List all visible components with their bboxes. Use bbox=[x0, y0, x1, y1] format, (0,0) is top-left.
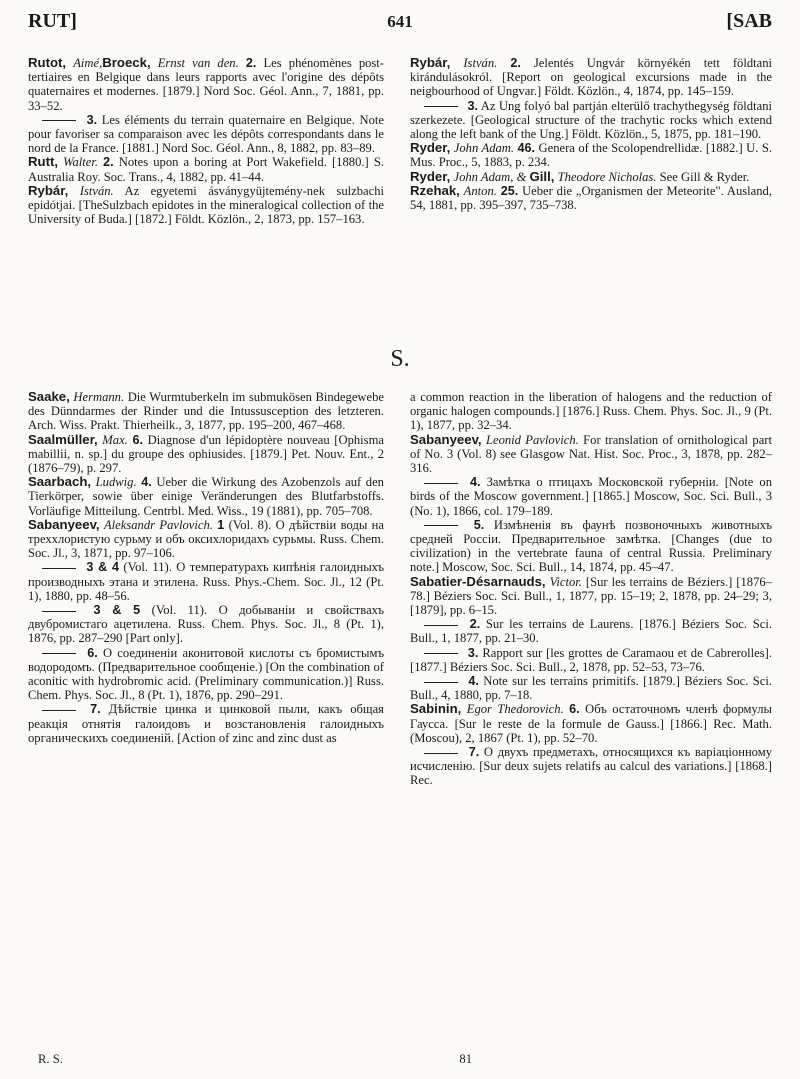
entry-number: 3. bbox=[467, 645, 479, 660]
entry-text: Les phénomènes post-tertiaires en Belgique dans leurs rapports avec l'origine des dépôts quaternaires et modernes. [1879.] Nord Soc. Géol. Ann., 7, 1881, pp. 33–52. bbox=[28, 56, 385, 113]
repeat-author-rule bbox=[424, 682, 458, 683]
entry-text: Ueber die Wirkung des Azobenzols auf den Tierkörper, sowie über einige Veränderungen des Blutfarbstoffs. Vorläufige Mitteilung. Centrbl. Med. Wiss., 19 (1881), pp. 705–708. bbox=[28, 475, 384, 518]
bibliography-entry bbox=[410, 617, 772, 645]
author-given-name: Aimé, bbox=[73, 56, 103, 70]
bibliography-entry bbox=[410, 390, 772, 433]
footer-right: 81 bbox=[459, 1052, 472, 1066]
author-given-name: István. bbox=[463, 56, 498, 70]
entry-text: Die Wurmtuberkeln im submukösen Bindegewebe des Dünndarmes der Rinder und die Intussusception des letzteren. Arch. Wiss. Prakt. Thierheilk., 3, 1877, pp. 195–200, 467–468. bbox=[28, 390, 384, 433]
entry-text: (Vol. 11). О температурахъ кипѣнія галоидныхъ производныхъ этана и этилена. Russ. Phys.-Chem. Soc. Jl., 12 (Pt. 1), 1880, pp. 48–56. bbox=[28, 560, 384, 603]
bibliography-entry bbox=[410, 702, 772, 745]
bibliography-entry bbox=[28, 56, 384, 113]
repeat-author-rule bbox=[42, 611, 76, 612]
entry-text: Les éléments du terrain quaternaire en Belgique. Note pour favoriser sa comparaison avec les dépôts correspondants dans le nord de la France. [1881.] Nord Soc. Géol. Ann., 8, 1882, pp. 83–89. bbox=[28, 112, 384, 156]
entry-text: (Vol. 8). О дѣйствіи воды на трехxлористую сурьму и объ оксихлоридахъ сурьмы. Russ. Chem. Soc. Jl., 3, 1871, pp. 97–106. bbox=[28, 517, 384, 561]
section-letter: S. bbox=[390, 346, 410, 372]
bibliography-entry bbox=[410, 674, 772, 702]
entry-text: Объ остаточномъ членѣ формулы Гаусса. [Sur le reste de la formule de Gauss.] [1866.] Rec. Math. (Moscou), 2, 1867 (Pt. 1), pp. 52–70. bbox=[410, 702, 773, 745]
entry-number: 6. bbox=[132, 432, 143, 447]
column-bottom-right bbox=[410, 390, 772, 788]
author-surname: Rutt, bbox=[28, 154, 59, 170]
entry-number: 4. bbox=[470, 475, 481, 490]
entry-number: 5. bbox=[473, 517, 485, 532]
repeat-author-rule bbox=[42, 568, 76, 569]
column-top-left bbox=[28, 56, 384, 226]
entry-text: Az Ung folyó bal partján elterülő trachythegység földtani szerkezete. [Geological structure of the trachytic rocks which extend along the left bank of the Ung.] Földt. Közlön., 5, 1875, pp. 181–190. bbox=[410, 98, 772, 142]
author-surname: Ryder, bbox=[410, 168, 451, 184]
entry-text: See Gill & Ryder. bbox=[659, 169, 750, 184]
entry-text: Дѣйствіе цинка и цинковой пыли, какъ общая реакція отнятія галоидовъ и возстановленія галоидныхъ органическихъ соединеній. [Action of zinc and zinc dust as bbox=[28, 702, 384, 745]
entry-text: Notes upon a boring at Port Wakefield. [1880.] S. Australia Roy. Soc. Trans., 4, 1882, pp. 41–44. bbox=[28, 155, 384, 184]
bibliography-entry bbox=[410, 518, 772, 575]
author-surname: Saarbach, bbox=[28, 474, 92, 490]
author-given-name: Anton. bbox=[463, 183, 497, 198]
entry-text: Замѣтка о птицахъ Московской губерніи. [Note on birds of the Moscow government.] [1865.] Moscow, Soc. Sci. Bull., 3 (No. 1), 1866, col. 179–189. bbox=[410, 475, 773, 518]
column-bottom-left bbox=[28, 390, 384, 745]
entry-text: Rapport sur [les grottes de Caramaou et de Cabrerolles]. [1877.] Béziers Soc. Sci. Bull., 2, 1878, pp. 52–53, 73–76. bbox=[410, 645, 772, 674]
author-given-name: Egor Thedorovich. bbox=[466, 702, 564, 717]
entry-number: 3. bbox=[467, 98, 478, 113]
author-surname: Rutot, bbox=[28, 55, 67, 70]
bibliography-entry bbox=[410, 56, 772, 99]
repeat-author-rule bbox=[42, 710, 76, 711]
entry-number: 2. bbox=[510, 56, 521, 70]
author-given-name: Victor. bbox=[549, 574, 582, 589]
bibliography-entry bbox=[410, 184, 772, 212]
author-given-name: Leonid Pavlovich. bbox=[485, 432, 579, 447]
column-top-right bbox=[410, 56, 772, 212]
bibliography-entry bbox=[28, 390, 384, 433]
entry-number: 25. bbox=[500, 183, 519, 198]
footer-left: R. S. bbox=[38, 1052, 63, 1066]
repeat-author-rule bbox=[42, 653, 76, 654]
header-left: RUT] bbox=[28, 10, 77, 32]
page-header bbox=[28, 10, 772, 40]
entry-text: Ueber die „Organismen der Meteorite". Ausland, 54, 1881, pp. 395–397, 735–738. bbox=[410, 183, 772, 213]
bibliography-entry bbox=[28, 475, 384, 518]
bibliography-entry bbox=[410, 475, 772, 518]
bibliography-entry bbox=[410, 433, 772, 476]
entry-number: 7. bbox=[90, 702, 101, 717]
entry-text: Note sur les terrains primitifs. [1879.] Béziers Soc. Sci. Bull., 4, 1880, pp. 7–18. bbox=[410, 674, 772, 703]
entry-number: 4. bbox=[141, 475, 152, 490]
author-surname: Rzehak, bbox=[410, 182, 460, 198]
coauthor-given-name: Ernst van den. bbox=[157, 56, 239, 70]
author-given-name: Max. bbox=[102, 432, 128, 447]
entry-text: Diagnose d'un lépidoptère nouveau [Ophisma mabillii, n. sp.] du groupe des ophiusides. [1879.] Pet. Nouv. Ent., 2 (1876–79), p. 297. bbox=[28, 432, 384, 476]
bibliography-entry bbox=[28, 155, 384, 183]
author-surname: Saalmüller, bbox=[28, 431, 98, 447]
author-surname: Sabanyeev, bbox=[410, 431, 482, 447]
entry-number: 46. bbox=[517, 141, 536, 156]
bibliography-entry bbox=[28, 184, 384, 227]
repeat-author-rule bbox=[424, 106, 458, 107]
repeat-author-rule bbox=[424, 753, 458, 754]
bibliography-entry bbox=[410, 170, 772, 184]
author-surname: Rybár, bbox=[28, 182, 69, 198]
repeat-author-rule bbox=[42, 120, 76, 121]
entry-number: 1 bbox=[217, 517, 225, 532]
author-given-name: John Adam. bbox=[453, 141, 515, 156]
coauthor-given-name: Theodore Nicholas. bbox=[557, 169, 657, 184]
page-number: 641 bbox=[387, 12, 413, 31]
repeat-author-rule bbox=[424, 653, 458, 654]
bibliography-entry bbox=[28, 603, 384, 646]
bibliography-entry bbox=[410, 745, 772, 788]
entry-text: Jelentés Ungvár környékén tett földtani kirándulásokról. [Report on geological excursions made in the neigbourhood of Ungvar.] Földt. Közlön., 4, 1874, pp. 145–159. bbox=[410, 56, 773, 99]
author-given-name: Walter. bbox=[63, 155, 99, 170]
entry-number: 3 & 4 bbox=[86, 560, 120, 575]
author-given-name: Aleksandr Pavlovich. bbox=[103, 517, 213, 532]
entry-text: Sur les terrains de Laurens. [1876.] Béziers Soc. Sci. Bull., 1, 1877, pp. 21–30. bbox=[410, 617, 772, 646]
author-given-name: Ludwig. bbox=[95, 475, 137, 490]
entry-text: О двухъ предметахъ, относящихся къ варіаціонному исчисленію. [Sur deux sujets relatifs au calcul des variations.] [1868.] Rec. bbox=[410, 745, 773, 788]
entry-text: Измѣненія въ фаунѣ позвоночныхъ животныхъ средней Россіи. Предварительное замѣтка. [Changes (due to civilization) in the vertebrate fauna of central Russia. Preliminary note.] Moscow, Soc. Sci. Bull., 14, 1874, pp. 45–47. bbox=[410, 517, 772, 575]
bibliography-entry bbox=[410, 575, 772, 618]
entry-text: (Vol. 11). О добываніи и свойствахъ двубромистаго ацетилена. Russ. Chem. Phys. Soc. Jl., 8 (Pt. 1), 1876, pp. 287–290 [Part only]. bbox=[28, 603, 384, 646]
coauthor-surname: Gill, bbox=[529, 168, 555, 184]
entry-number: 6. bbox=[87, 645, 98, 660]
author-given-name: John Adam, & bbox=[453, 169, 530, 184]
bibliography-entry bbox=[410, 141, 772, 169]
entry-number: 4. bbox=[468, 674, 479, 689]
coauthor-surname: Broeck, bbox=[102, 55, 151, 70]
entry-number: 2. bbox=[103, 155, 114, 170]
entry-number: 3. bbox=[86, 112, 98, 127]
author-surname: Ryder, bbox=[410, 140, 451, 156]
repeat-author-rule bbox=[424, 483, 458, 484]
entry-number: 2. bbox=[469, 617, 481, 632]
entry-text: a common reaction in the liberation of halogens and the reduction of organic halogen compounds.] [1876.] Russ. Chem. Phys. Soc. Jl., 9 (Pt. 1), 1877, pp. 32–34. bbox=[410, 390, 772, 433]
bibliography-entry bbox=[28, 702, 384, 745]
entry-number: 2. bbox=[245, 56, 257, 70]
header-right: [SAB bbox=[726, 10, 772, 32]
author-surname: Rybár, bbox=[410, 55, 451, 70]
repeat-author-rule bbox=[424, 525, 458, 526]
bibliography-entry bbox=[410, 646, 772, 674]
repeat-author-rule bbox=[424, 625, 458, 626]
author-given-name: István. bbox=[79, 183, 114, 198]
entry-number: 7. bbox=[468, 745, 480, 760]
entry-number: 6. bbox=[569, 702, 580, 717]
entry-text: [Sur les terrains de Béziers.] [1876–78.] Béziers Soc. Sci. Bull., 1, 1877, pp. 15–19; 2, 1878, pp. 24–29; 3, [1879], pp. 6–15. bbox=[410, 574, 772, 618]
bibliography-entry bbox=[28, 560, 384, 603]
bibliography-entry bbox=[28, 433, 384, 476]
author-surname: Sabinin, bbox=[410, 701, 462, 717]
entry-text: Az egyetemi ásványgyüjtemény-nek sulzbachi epidótjai. [TheSulzbach epidotes in the mineralogical collection of the University of Buda.] [1872.] Földt. Közlön., 2, 1873, pp. 157–163. bbox=[28, 183, 384, 227]
entry-text: For translation of ornithological part of No. 3 (Vol. 8) see Glasgow Nat. Hist. Soc. Proc., 3, 1878, pp. 282–316. bbox=[410, 432, 772, 476]
bibliography-entry bbox=[28, 113, 384, 156]
entry-number: 3 & 5 bbox=[93, 603, 141, 618]
author-surname: Sabanyeev, bbox=[28, 516, 100, 532]
author-given-name: Hermann. bbox=[73, 390, 125, 404]
author-surname: Saake, bbox=[28, 389, 70, 404]
author-surname: Sabatier-Désarnauds, bbox=[410, 573, 546, 589]
bibliography-entry bbox=[28, 518, 384, 561]
entry-text: О соединеніи аконитовой кислоты съ бромистымъ водородомъ. (Предварительное сообщеніе.) [On the combination of aconitic with hydrobromic acid. (Preliminary communication.)] Russ. Chem. Phys. Soc. Jl., 8 (Pt. 1), 1876, pp. 290–291. bbox=[28, 645, 384, 703]
bibliography-entry bbox=[28, 646, 384, 703]
bibliography-entry bbox=[410, 99, 772, 142]
entry-text: Genera of the Scolopendrellidæ. [1882.] U. S. Mus. Proc., 5, 1883, p. 234. bbox=[410, 141, 772, 170]
